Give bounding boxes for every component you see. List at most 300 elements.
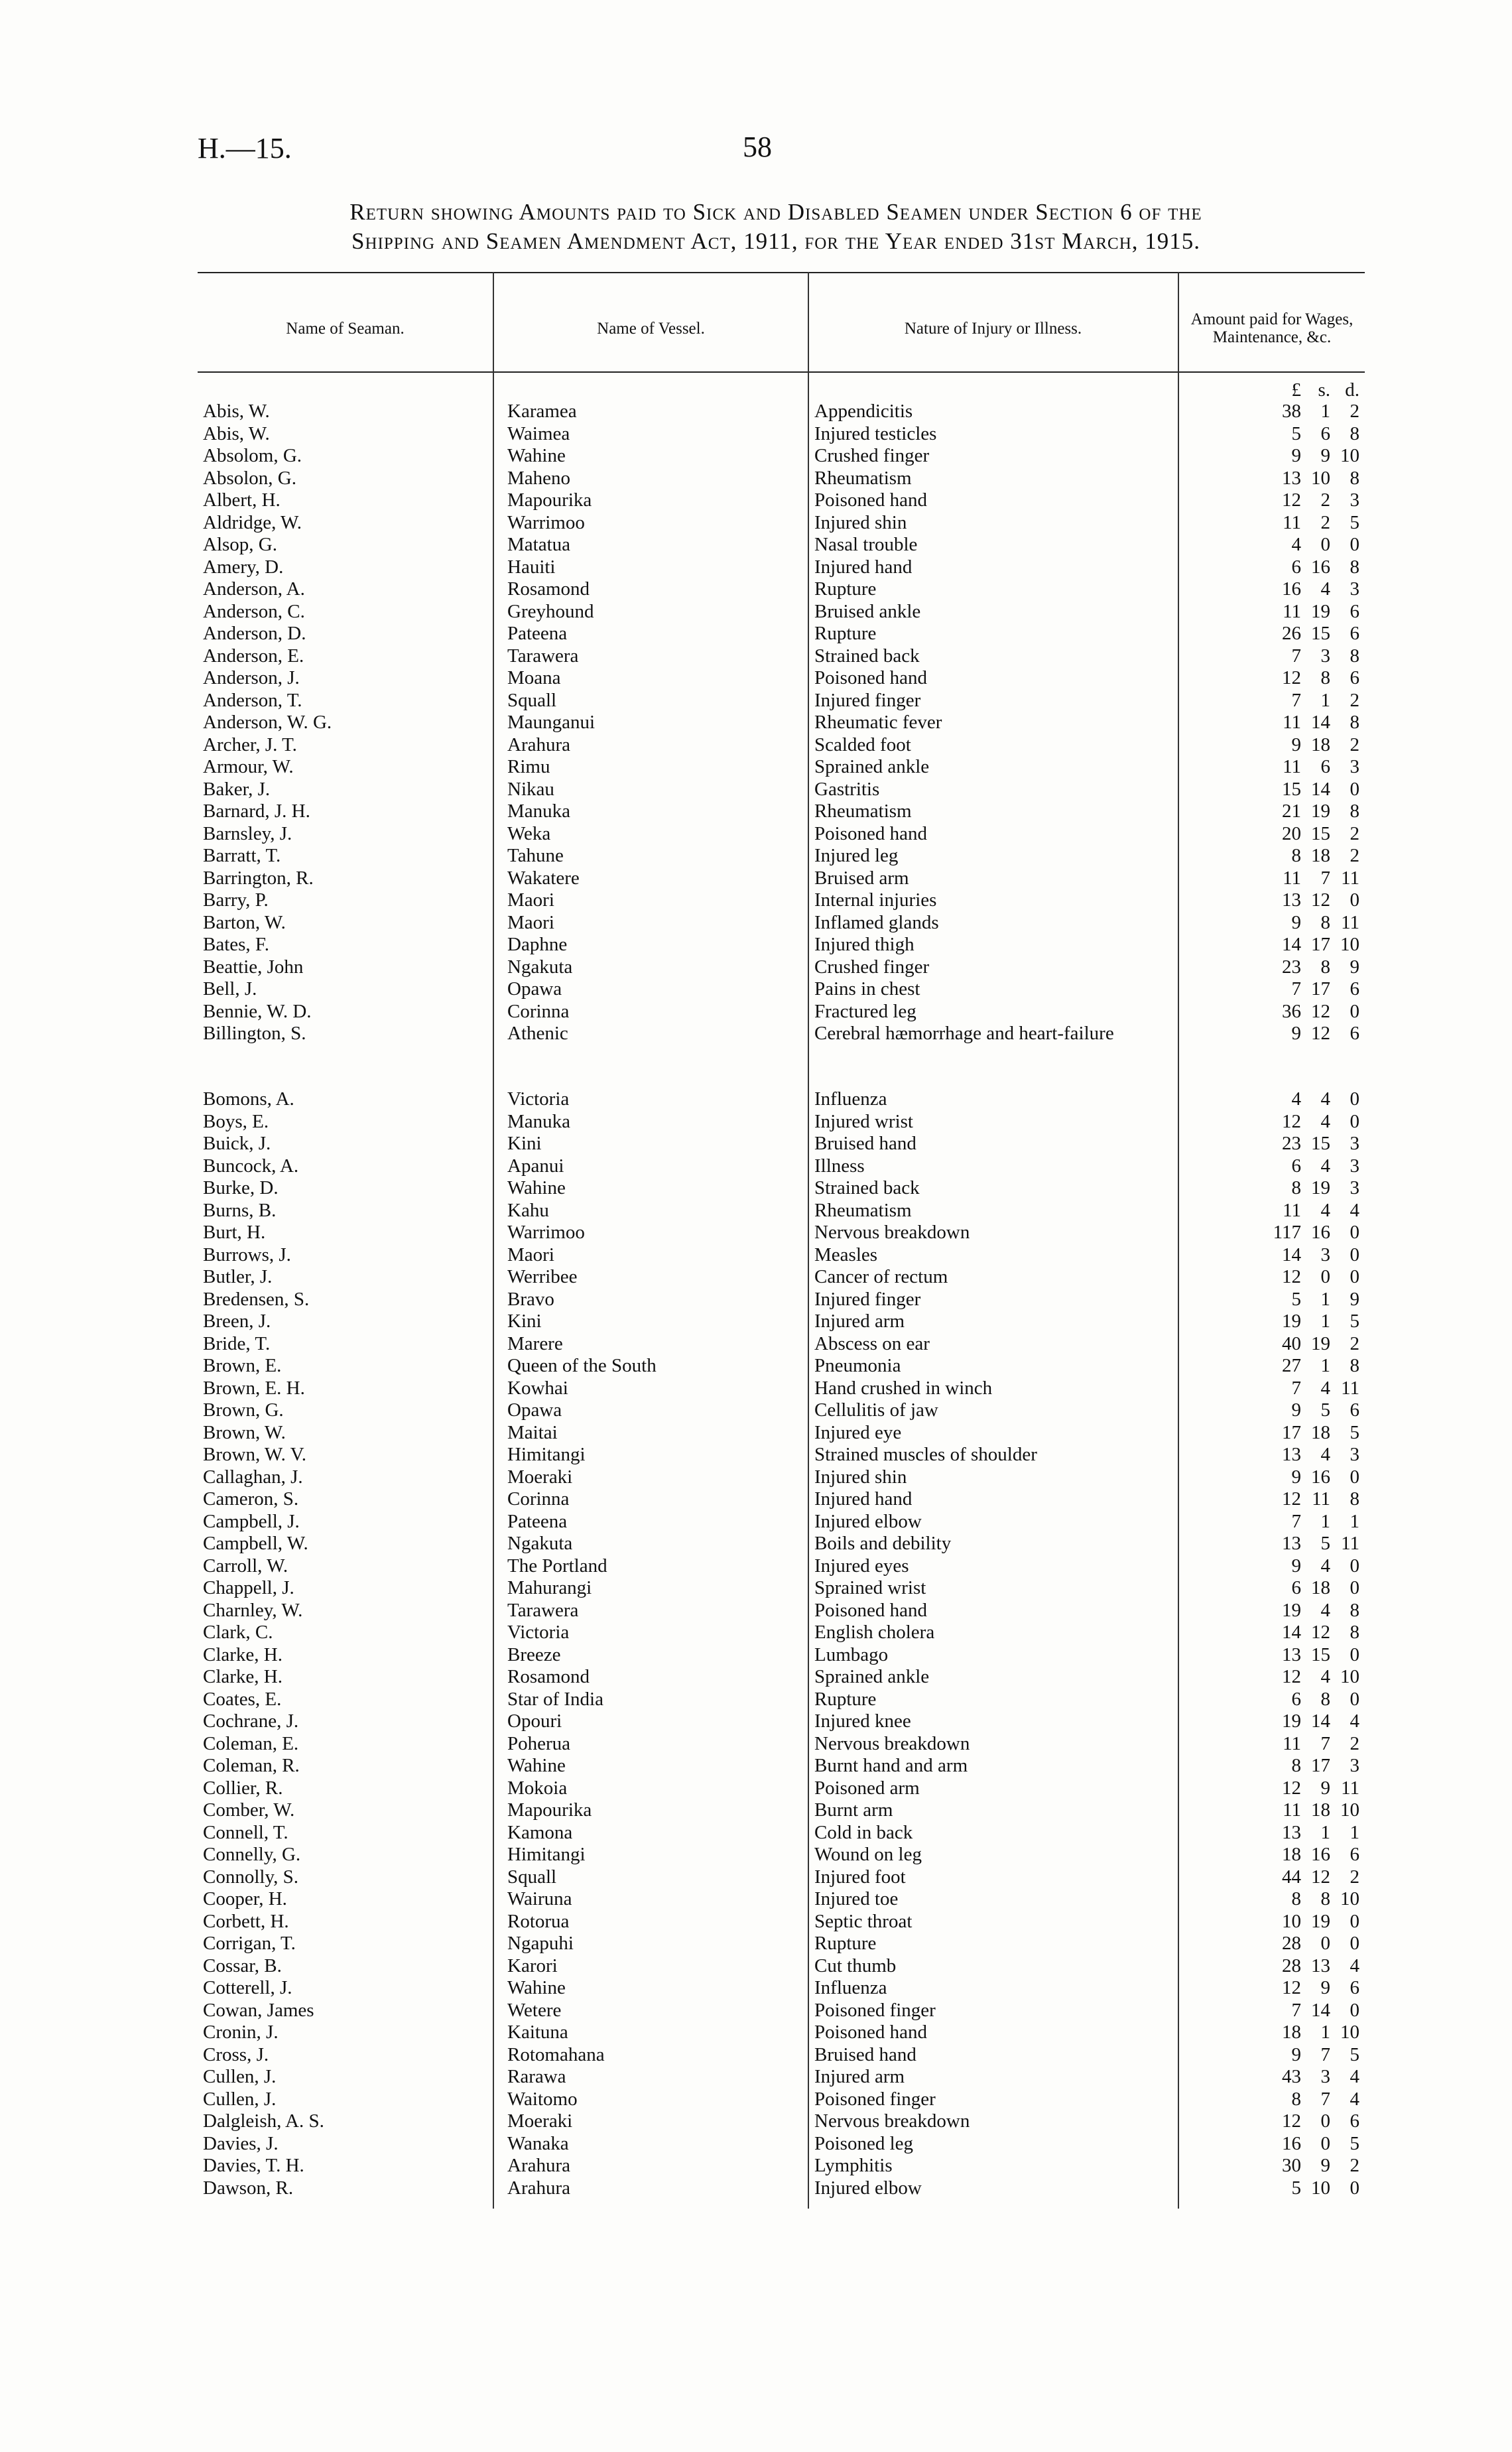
vessel-name: Karori (507, 1955, 558, 1976)
seaman-name: Dawson, R. (203, 2177, 294, 2199)
seaman-name: Absolon, G. (203, 467, 296, 489)
seaman-name: Breen, J. (203, 1311, 271, 1332)
table-row (198, 1666, 1365, 1689)
amount-pounds: 9 (1291, 734, 1301, 755)
amount-paid (1179, 1555, 1359, 1578)
table-row (198, 1266, 1365, 1289)
amount-pence: 0 (1350, 1999, 1359, 2021)
injury-description: Rheumatic fever (814, 712, 942, 733)
amount-shillings: 17 (1311, 1755, 1330, 1776)
injury-description: Poisoned hand (814, 1599, 927, 1621)
page-title (186, 198, 1366, 256)
amount-shillings: 0 (1320, 534, 1330, 555)
seaman-name: Anderson, D. (203, 623, 306, 644)
injury-description: Injured finger (814, 689, 921, 711)
amount-pounds: 19 (1282, 1710, 1301, 1732)
seaman-name: Cooper, H. (203, 1888, 287, 1909)
seaman-name: Beattie, John (203, 956, 304, 978)
amount-pence: 3 (1350, 1155, 1359, 1177)
amount-pence: 2 (1350, 401, 1359, 422)
amount-paid (1179, 1733, 1359, 1756)
amount-pounds: 17 (1282, 1421, 1301, 1443)
amount-pence: 11 (1341, 1533, 1359, 1554)
amount-pounds: 12 (1282, 1666, 1301, 1687)
seaman-name: Barrington, R. (203, 867, 314, 889)
amount-shillings: 14 (1311, 1710, 1330, 1732)
table-row (198, 1488, 1365, 1511)
seaman-name: Clark, C. (203, 1622, 273, 1643)
amount-shillings: 6 (1320, 422, 1330, 444)
amount-pounds: 11 (1283, 600, 1301, 622)
amount-pence: 9 (1350, 956, 1359, 978)
seaman-name: Billington, S. (203, 1023, 306, 1044)
amount-shillings: 12 (1311, 1622, 1330, 1643)
amount-shillings: 4 (1320, 1377, 1330, 1399)
amount-paid (1179, 1866, 1359, 1889)
vessel-name: Arahura (507, 734, 571, 755)
injury-description: Nervous breakdown (814, 1732, 970, 1754)
table-row (198, 1399, 1365, 1422)
vessel-name: Tarawera (507, 645, 579, 667)
table-row (198, 1644, 1365, 1667)
amount-shillings: 16 (1311, 1844, 1330, 1865)
injury-description: Bruised hand (814, 1133, 916, 1154)
amount-pounds: 20 (1282, 822, 1301, 844)
seaman-name: Armour, W. (203, 756, 294, 777)
injury-description: Lumbago (814, 1644, 889, 1665)
vessel-name: Ngakuta (507, 1533, 573, 1554)
header-amount-paid: Amount paid for Wages, Maintenance, &c. (1190, 310, 1354, 346)
vessel-name: Victoria (507, 1088, 570, 1110)
amount-shillings: 19 (1311, 801, 1330, 822)
seaman-name: Anderson, J. (203, 667, 300, 688)
amount-pence: 5 (1350, 2132, 1359, 2154)
seaman-name: Brown, G. (203, 1399, 284, 1421)
injury-description: Rheumatism (814, 467, 912, 489)
seaman-name: Bennie, W. D. (203, 1000, 312, 1022)
table-row (198, 1244, 1365, 1267)
amount-pence: 10 (1340, 1666, 1359, 1687)
vessel-name: Mahurangi (507, 1577, 592, 1598)
amount-pence: 11 (1341, 1777, 1359, 1799)
amount-pence: 10 (1340, 1799, 1359, 1821)
seaman-name: Boys, E. (203, 1110, 269, 1132)
amount-pence: 6 (1350, 623, 1359, 644)
seaman-name: Barry, P. (203, 889, 269, 911)
table-row (198, 2089, 1365, 2111)
amount-pounds: 11 (1283, 1799, 1301, 1821)
seaman-name: Comber, W. (203, 1799, 295, 1821)
table-row (198, 934, 1365, 956)
amount-pence: 2 (1350, 2155, 1359, 2176)
seaman-name: Butler, J. (203, 1266, 273, 1287)
seaman-name: Brown, E. H. (203, 1377, 305, 1399)
injury-description: Poisoned hand (814, 667, 927, 688)
injury-description: Nasal trouble (814, 534, 918, 555)
amount-shillings: 14 (1311, 778, 1330, 800)
amount-pence: 8 (1350, 467, 1359, 489)
amount-pounds: 19 (1282, 1599, 1301, 1621)
injury-description: Nervous breakdown (814, 1222, 970, 1243)
amount-pence: 10 (1340, 1888, 1359, 1909)
amount-paid (1179, 1088, 1359, 1111)
amount-shillings: 0 (1320, 2110, 1330, 2132)
table-row (198, 1911, 1365, 1933)
seaman-name: Cullen, J. (203, 2066, 277, 2087)
seaman-name: Cochrane, J. (203, 1710, 299, 1732)
amount-paid (1179, 1111, 1359, 1133)
amount-shillings: 19 (1311, 1910, 1330, 1932)
amount-paid (1179, 1488, 1359, 1511)
amount-paid (1179, 1755, 1359, 1777)
table-row (198, 2066, 1365, 2089)
amount-paid (1179, 845, 1359, 868)
amount-pounds: 9 (1291, 911, 1301, 933)
vessel-name: Ngapuhi (507, 1933, 574, 1954)
table-row (198, 2155, 1365, 2177)
seaman-name: Brown, E. (203, 1355, 282, 1376)
amount-pence: 8 (1350, 712, 1359, 733)
seaman-name: Davies, T. H. (203, 2155, 304, 2176)
seaman-name: Campbell, W. (203, 1533, 308, 1554)
table-row (198, 1755, 1365, 1777)
vessel-name: Kaituna (507, 2022, 568, 2043)
injury-description: Fractured leg (814, 1000, 916, 1022)
amount-paid (1179, 1533, 1359, 1555)
amount-pounds: 9 (1291, 445, 1301, 466)
amount-paid (1179, 423, 1359, 446)
amount-pounds: 11 (1283, 756, 1301, 777)
injury-description: Rupture (814, 1688, 877, 1710)
amount-shillings: 9 (1320, 1977, 1330, 1998)
vessel-name: Wairuna (507, 1888, 572, 1909)
header-nature-of-injury: Nature of Injury or Illness. (904, 319, 1082, 338)
amount-pounds: 5 (1291, 1288, 1301, 1310)
vessel-name: Corinna (507, 1000, 570, 1022)
amount-paid (1179, 868, 1359, 890)
seaman-name: Bomons, A. (203, 1088, 294, 1110)
injury-description: Poisoned finger (814, 2088, 936, 2110)
injury-description: Rupture (814, 623, 877, 644)
amount-pence: 5 (1350, 2043, 1359, 2065)
amount-pence: 0 (1350, 1000, 1359, 1022)
amount-shillings: 10 (1311, 2177, 1330, 2199)
amount-pounds: 19 (1282, 1311, 1301, 1332)
amount-shillings: 10 (1311, 467, 1330, 489)
table-row (198, 489, 1365, 512)
amount-shillings: 1 (1320, 2022, 1330, 2043)
amount-pounds: 8 (1291, 1177, 1301, 1198)
amount-pence: 11 (1341, 911, 1359, 933)
amount-shillings: 13 (1311, 1955, 1330, 1976)
injury-description: Injured eye (814, 1421, 902, 1443)
seaman-name: Cross, J. (203, 2043, 269, 2065)
amount-paid (1179, 734, 1359, 757)
seaman-name: Barnard, J. H. (203, 801, 310, 822)
injury-description: Cancer of rectum (814, 1266, 948, 1287)
amount-pounds: 8 (1291, 2088, 1301, 2110)
amount-pence: 4 (1350, 1955, 1359, 1976)
injury-description: Influenza (814, 1977, 887, 1998)
amount-shillings: 8 (1320, 911, 1330, 933)
table-row (198, 1333, 1365, 1356)
amount-pounds: 12 (1282, 1777, 1301, 1799)
amount-pence: 2 (1350, 1866, 1359, 1888)
amount-paid (1179, 1155, 1359, 1178)
amount-paid (1179, 1977, 1359, 2000)
amount-pence: 0 (1350, 1244, 1359, 1265)
amount-pence: 5 (1350, 1421, 1359, 1443)
amount-pounds: 117 (1273, 1222, 1301, 1243)
seaman-name: Archer, J. T. (203, 734, 297, 755)
amount-shillings: 19 (1311, 600, 1330, 622)
amount-shillings: 3 (1320, 1244, 1330, 1265)
amount-pence: 0 (1350, 1088, 1359, 1110)
vessel-name: Marere (507, 1332, 563, 1354)
injury-description: Strained back (814, 1177, 920, 1198)
amount-shillings: 15 (1311, 1133, 1330, 1154)
injury-description: Injured hand (814, 1488, 913, 1510)
amount-pence: 10 (1340, 445, 1359, 466)
vessel-name: Waitomo (507, 2088, 578, 2110)
injury-description: Sprained ankle (814, 1666, 930, 1687)
vessel-name: Moeraki (507, 2110, 573, 2132)
vessel-name: Nikau (507, 778, 554, 800)
amount-pence: 4 (1350, 2066, 1359, 2087)
seaman-name: Clarke, H. (203, 1644, 283, 1665)
amount-paid (1179, 1466, 1359, 1489)
table-row (198, 1933, 1365, 1955)
amount-shillings: 8 (1320, 956, 1330, 978)
vessel-name: Kowhai (507, 1377, 568, 1399)
vessel-name: Maunganui (507, 712, 596, 733)
amount-pounds: 15 (1282, 778, 1301, 800)
amount-pence: 0 (1350, 534, 1359, 555)
seaman-name: Bride, T. (203, 1332, 271, 1354)
amount-pence: 4 (1350, 1199, 1359, 1221)
table-row (198, 823, 1365, 846)
amount-pounds: 7 (1291, 645, 1301, 667)
injury-description: Injured eyes (814, 1555, 909, 1577)
injury-description: Poisoned hand (814, 2022, 927, 2043)
table-row (198, 623, 1365, 645)
seaman-name: Bredensen, S. (203, 1288, 310, 1310)
injury-description: Injured arm (814, 2066, 905, 2087)
injury-description: Pains in chest (814, 978, 920, 1000)
amount-paid (1179, 2089, 1359, 2111)
amount-pounds: 38 (1282, 401, 1301, 422)
seaman-name: Brown, W. V. (203, 1444, 307, 1465)
amount-pence: 2 (1350, 822, 1359, 844)
amount-pence: 2 (1350, 734, 1359, 755)
vessel-name: Moana (507, 667, 561, 688)
amount-pence: 4 (1350, 2088, 1359, 2110)
title-line-1: Return showing Amounts paid to Sick and Disabled Seamen under Section 6 of the (349, 199, 1202, 225)
amount-paid (1179, 1710, 1359, 1733)
injury-description: Rupture (814, 578, 877, 600)
amount-paid (1179, 1799, 1359, 1822)
amount-shillings: 4 (1320, 1666, 1330, 1687)
table-row (198, 734, 1365, 757)
table-row (198, 1023, 1365, 1067)
injury-description: Poisoned finger (814, 1999, 936, 2021)
amount-pence: 8 (1350, 1355, 1359, 1376)
seaman-name: Barton, W. (203, 911, 286, 933)
amount-paid (1179, 601, 1359, 623)
amount-pence: 10 (1340, 934, 1359, 955)
amount-shillings: 9 (1320, 1777, 1330, 1799)
amount-pence: 11 (1341, 1377, 1359, 1399)
table-row (198, 690, 1365, 712)
amount-paid (1179, 512, 1359, 535)
amount-paid (1179, 889, 1359, 912)
amount-pounds: 12 (1282, 2110, 1301, 2132)
vessel-name: Wahine (507, 1755, 566, 1776)
amount-shillings: 18 (1311, 845, 1330, 866)
amount-paid (1179, 489, 1359, 512)
amount-pounds: 7 (1291, 1999, 1301, 2021)
seaman-name: Aldridge, W. (203, 511, 302, 533)
amount-pounds: 16 (1282, 2132, 1301, 2154)
amount-shillings: 17 (1311, 934, 1330, 955)
amount-shillings: 8 (1320, 1888, 1330, 1909)
injury-description: Strained muscles of shoulder (814, 1444, 1037, 1465)
vessel-name: Manuka (507, 801, 571, 822)
injury-description: Bruised hand (814, 2043, 916, 2065)
amount-paid (1179, 1177, 1359, 1200)
vessel-name: Werribee (507, 1266, 578, 1287)
table-row (198, 1533, 1365, 1555)
header-bottom-rule (198, 371, 1365, 373)
vessel-name: Queen of the South (507, 1355, 657, 1376)
amount-paid (1179, 667, 1359, 690)
injury-description: Burnt arm (814, 1799, 893, 1821)
amount-pounds: 12 (1282, 1110, 1301, 1132)
table-row (198, 889, 1365, 912)
amount-pounds: 21 (1282, 801, 1301, 822)
amount-paid (1179, 1266, 1359, 1289)
seaman-name: Cronin, J. (203, 2022, 279, 2043)
amount-pounds: 27 (1282, 1355, 1301, 1376)
injury-description: Cold in back (814, 1821, 913, 1843)
amount-pence: 6 (1350, 667, 1359, 688)
table-row (198, 1289, 1365, 1311)
table-row (198, 2044, 1365, 2067)
vessel-name: Maori (507, 889, 554, 911)
amount-pence: 5 (1350, 1311, 1359, 1332)
vessel-name: Hauiti (507, 556, 556, 578)
table-row (198, 1977, 1365, 2000)
amount-pounds: 6 (1291, 556, 1301, 578)
table-row (198, 512, 1365, 535)
vessel-name: Opouri (507, 1710, 562, 1732)
amount-paid (1179, 578, 1359, 601)
amount-shillings: 4 (1320, 1199, 1330, 1221)
injury-description: English cholera (814, 1622, 935, 1643)
page-header (0, 0, 1512, 254)
vessel-name: Arahura (507, 2177, 571, 2199)
amount-paid (1179, 1844, 1359, 1866)
amount-paid (1179, 534, 1359, 556)
vessel-name: Corinna (507, 1488, 570, 1510)
table-row (198, 468, 1365, 490)
table-row (198, 423, 1365, 446)
amount-pounds: 4 (1291, 1088, 1301, 1110)
seaman-name: Abis, W. (203, 422, 270, 444)
amount-pounds: 14 (1282, 1244, 1301, 1265)
amount-pence: 8 (1350, 1622, 1359, 1643)
seaman-name: Buncock, A. (203, 1155, 299, 1177)
vessel-name: The Portland (507, 1555, 607, 1577)
injury-description: Sprained ankle (814, 756, 930, 777)
seaman-name: Burt, H. (203, 1222, 266, 1243)
seaman-name: Cullen, J. (203, 2088, 277, 2110)
table-row (198, 978, 1365, 1001)
amount-shillings: 7 (1320, 2088, 1330, 2110)
amount-pounds: 10 (1282, 1910, 1301, 1932)
amount-pounds: 12 (1282, 667, 1301, 688)
table-row (198, 601, 1365, 623)
currency-units (1179, 379, 1359, 401)
amount-paid (1179, 1244, 1359, 1267)
amount-pounds: 14 (1282, 934, 1301, 955)
amount-shillings: 14 (1311, 1999, 1330, 2021)
amount-pounds: 8 (1291, 1888, 1301, 1909)
injury-description: Internal injuries (814, 889, 937, 911)
amount-shillings: 6 (1320, 756, 1330, 777)
amount-pence: 9 (1350, 1288, 1359, 1310)
amount-paid (1179, 801, 1359, 823)
injury-description: Septic throat (814, 1910, 913, 1932)
amount-paid (1179, 645, 1359, 668)
seaman-name: Amery, D. (203, 556, 284, 578)
table-row (198, 1111, 1365, 1133)
vessel-name: Manuka (507, 1110, 571, 1132)
amount-shillings: 15 (1311, 623, 1330, 644)
amount-pence: 3 (1350, 756, 1359, 777)
injury-description: Injured shin (814, 511, 907, 533)
vessel-name: Maitai (507, 1421, 558, 1443)
amount-paid (1179, 1888, 1359, 1911)
amount-paid (1179, 2177, 1359, 2200)
vessel-name: Tahune (507, 845, 564, 866)
table-row (198, 645, 1365, 668)
amount-pounds: 9 (1291, 1023, 1301, 1044)
table-row (198, 1177, 1365, 1200)
vessel-name: Athenic (507, 1023, 568, 1044)
vessel-name: Breeze (507, 1644, 561, 1665)
amount-shillings: 18 (1311, 1421, 1330, 1443)
seaman-name: Barratt, T. (203, 845, 281, 866)
injury-description: Boils and debility (814, 1533, 952, 1554)
amount-paid (1179, 2066, 1359, 2089)
amount-pounds: 7 (1291, 1377, 1301, 1399)
vessel-name: Wahine (507, 445, 566, 466)
amount-shillings: 2 (1320, 511, 1330, 533)
injury-description: Cut thumb (814, 1955, 897, 1976)
injury-description: Burnt hand and arm (814, 1755, 968, 1776)
amount-pounds: 11 (1283, 867, 1301, 889)
vessel-name: Rosamond (507, 578, 590, 600)
amount-pounds: 13 (1282, 1444, 1301, 1465)
seaman-name: Absolom, G. (203, 445, 302, 466)
vessel-name: Wakatere (507, 867, 580, 889)
table-row (198, 1777, 1365, 1800)
vessel-name: Maheno (507, 467, 571, 489)
table-row (198, 1822, 1365, 1844)
amount-paid (1179, 1689, 1359, 1711)
amount-pounds: 13 (1282, 467, 1301, 489)
